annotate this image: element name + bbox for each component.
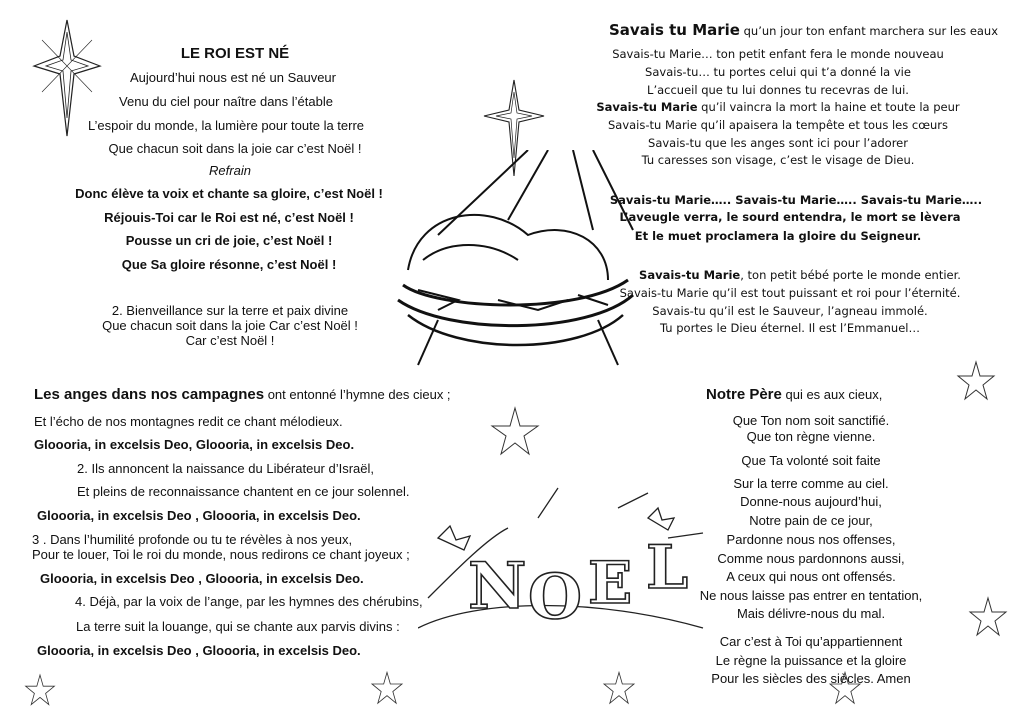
anges-line: 3 . Dans l’humilité profonde ou tu te révèles à nos yeux,: [32, 532, 353, 547]
savais-line: Savais-tu… tu portes celui qui t’a donné la vie: [645, 65, 911, 79]
notre-pere-title-line: [706, 387, 882, 403]
le-roi-line: Aujourd’hui nous est né un Sauveur: [130, 70, 336, 85]
noel-letter: N: [468, 549, 527, 624]
gloria-line: Gloooria, in excelsis Deo, Gloooria, in excelsis Deo.: [34, 437, 355, 452]
verse2-line: 2. Bienveillance sur la terre et paix divine: [111, 303, 349, 318]
le-roi-line: Que chacun soit dans la joie car c’est Noël !: [108, 141, 362, 156]
prayer-line: Sur la terre comme au ciel.: [733, 476, 889, 491]
savais-line-4: [596, 99, 959, 115]
savais-line: Savais-tu qu’il est le Sauveur, l’agneau immolé.: [652, 304, 928, 318]
prayer-line: Pour les siècles des siècles. Amen: [711, 671, 911, 686]
anges-line: 2. Ils annoncent la naissance du Libérateur d’Israël,: [77, 461, 375, 476]
prayer-line: Notre pain de ce jour,: [749, 513, 873, 528]
refrain-label: Refrain: [209, 163, 251, 178]
verse2-line: Car c’est Noël !: [185, 333, 275, 348]
sparkle-star-icon: [480, 398, 550, 468]
savais-rest: , ton petit bébé porte le monde entier.: [740, 268, 961, 282]
savais-line: Tu caresses son visage, c’est le visage de Dieu.: [641, 153, 915, 167]
prayer-line: Que Ta volonté soit faite: [741, 453, 881, 468]
savais-line: Savais-tu que les anges sont ici pour l’adorer: [648, 136, 908, 150]
anges-line: Et pleins de reconnaissance chantent en ce jour solennel.: [77, 484, 410, 499]
refrain-line: Pousse un cri de joie, c’est Noël !: [125, 233, 333, 248]
le-roi-line: Venu du ciel pour naître dans l’étable: [119, 94, 333, 109]
savais-chorus: L’aveugle verra, le sourd entendra, le mort se lèvera: [619, 210, 961, 224]
gloria-line: Gloooria, in excelsis Deo , Gloooria, in excelsis Deo.: [37, 643, 361, 658]
prayer-line: Ne nous laisse pas entrer en tentation,: [699, 588, 923, 603]
prayer-line: Pardonne nous nos offenses,: [726, 532, 896, 547]
noel-letter: O: [528, 560, 583, 633]
noel-letter: E: [588, 549, 633, 617]
gloria-line: Gloooria, in excelsis Deo , Gloooria, in excelsis Deo.: [40, 571, 364, 586]
savais-rest: qu’il vaincra la mort la haine et toute la peur: [697, 100, 960, 114]
sparkle-star-icon: [362, 664, 412, 714]
gloria-line: Gloooria, in excelsis Deo , Gloooria, in excelsis Deo.: [37, 508, 361, 523]
anges-line: 4. Déjà, par la voix de l’ange, par les hymnes des chérubins,: [75, 594, 423, 609]
refrain-line: Réjouis-Toi car le Roi est né, c’est Noël !: [104, 210, 354, 225]
savais-line: Savais-tu Marie qu’il est tout puissant et roi pour l’éternité.: [619, 286, 961, 300]
sparkle-star-icon: [16, 666, 64, 716]
anges-line: Pour te louer, Toi le roi du monde, nous redirons ce chant joyeux ;: [32, 547, 410, 562]
le-roi-line: L’espoir du monde, la lumière pour toute la terre: [87, 118, 365, 133]
prayer-line: Donne-nous aujourd’hui,: [740, 494, 882, 509]
prayer-line: A ceux qui nous ont offensés.: [726, 569, 896, 584]
refrain-line: Que Sa gloire résonne, c’est Noël !: [121, 257, 337, 272]
savais-bold: Savais-tu Marie: [639, 268, 741, 282]
savais-line: Savais-tu Marie… ton petit enfant fera le monde nouveau: [612, 47, 944, 61]
savais-line-last: [639, 267, 961, 283]
prayer-line: Comme nous pardonnons aussi,: [717, 551, 905, 566]
anges-line: La terre suit la louange, qui se chante aux parvis divins :: [76, 619, 400, 634]
savais-title-line: [609, 22, 998, 39]
verse2-line: Que chacun soit dans la joie Car c’est Noël !: [102, 318, 358, 333]
refrain-line: Donc élève ta voix et chante sa gloire, c’est Noël !: [75, 186, 383, 201]
le-roi-title: LE ROI EST NÉ: [180, 45, 290, 62]
savais-title: Savais tu Marie: [609, 21, 740, 39]
anges-title-rest: ont entonné l’hymne des cieux ;: [264, 387, 451, 402]
savais-line: L’accueil que tu lui donnes tu recevras de lui.: [647, 83, 909, 97]
anges-line: Et l’écho de nos montagnes redit ce chant mélodieux.: [34, 414, 343, 429]
noel-decoration: [418, 478, 708, 653]
prayer-line: Car c’est à Toi qu’appartiennent: [719, 634, 903, 649]
crib-icon: [378, 150, 658, 370]
savais-bold: Savais-tu Marie: [596, 100, 698, 114]
anges-title: Les anges dans nos campagnes: [34, 386, 265, 403]
savais-line: Tu portes le Dieu éternel. Il est l’Emmanuel…: [660, 321, 920, 335]
prayer-line: Mais délivre-nous du mal.: [736, 606, 886, 621]
sparkle-star-icon: [946, 352, 1006, 412]
savais-line: Savais-tu Marie qu’il apaisera la tempête et tous les cœurs: [607, 118, 949, 132]
prayer-line: Le règne la puissance et la gloire: [715, 653, 907, 668]
sparkle-star-icon: [594, 664, 644, 714]
noel-letter: L: [646, 533, 689, 603]
anges-title-line: [34, 387, 451, 403]
prayer-line: Que Ton nom soit sanctifié.: [732, 413, 890, 428]
savais-chorus: Et le muet proclamera la gloire du Seigneur.: [634, 229, 922, 243]
sparkle-star-icon: [958, 588, 1018, 648]
savais-title-rest: qu’un jour ton enfant marchera sur les eaux: [739, 24, 999, 38]
savais-chorus: Savais-tu Marie….. Savais-tu Marie….. Savais-tu Marie…..: [609, 193, 983, 207]
notre-pere-title-rest: qui es aux cieux,: [781, 387, 883, 402]
notre-pere-title: Notre Père: [706, 386, 782, 403]
prayer-line: Que ton règne vienne.: [746, 429, 876, 444]
